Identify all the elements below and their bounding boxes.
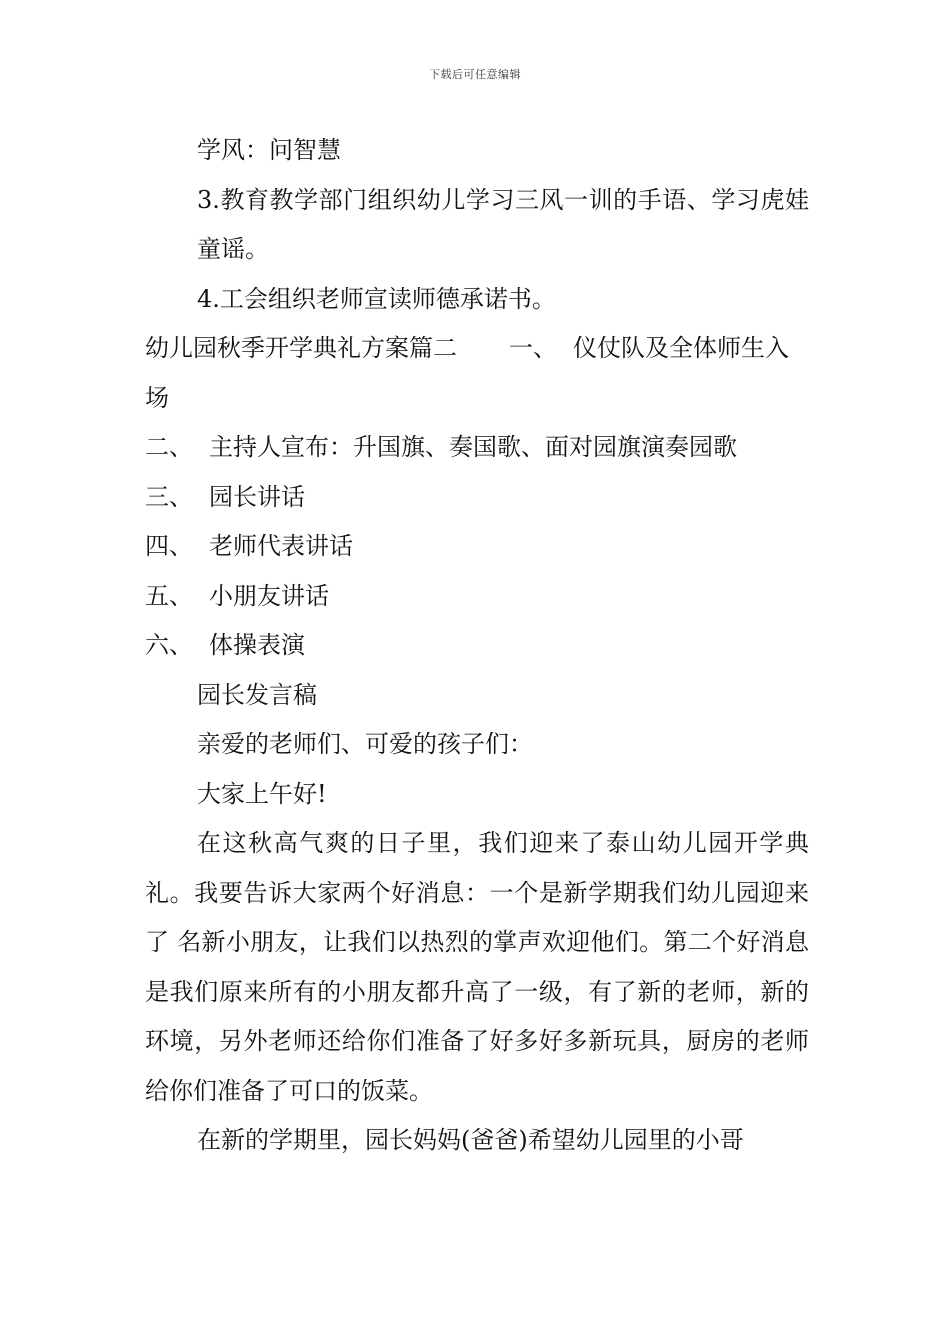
- document-body: [145, 126, 809, 1166]
- section-title: 幼儿园秋季开学典礼方案篇二: [145, 334, 457, 362]
- step-5-text: 小朋友讲话: [209, 581, 329, 610]
- speech-paragraph-1: 在这秋高气爽的日子里，我们迎来了泰山幼儿园开学典礼。我要告诉大家两个好消息：一个是新学期我们幼儿园迎来了 名新小朋友，让我们以热烈的掌声欢迎他们。第二个好消息是我们原来所有的小朋友都升高了一级，有了新的老师，新的环境，另外老师还给你们准备了好多好多新玩具，厨房的老师给你们准备了可口的饭菜。: [145, 829, 809, 1105]
- page-header-watermark: 下载后可任意编辑: [429, 68, 521, 81]
- speech-paragraph-2: 在新的学期里，园长妈妈(爸爸)希望幼儿园里的小哥: [197, 1126, 744, 1154]
- speech-title: 园长发言稿: [197, 680, 317, 709]
- hello-line: 大家上午好!: [197, 779, 327, 808]
- item-3-paragraph: [145, 176, 809, 275]
- xuefeng-line: 学风：问智慧: [197, 136, 341, 164]
- section-title-paragraph: [145, 324, 809, 423]
- greeting-line: 亲爱的老师们、可爱的孩子们：: [197, 730, 533, 758]
- item-4-paragraph: 4.工会组织老师宣读师德承诺书。: [197, 284, 556, 313]
- step-3-num: 三、: [145, 482, 193, 511]
- step-3-text: 园长讲话: [209, 482, 305, 511]
- step-1-text: 仪仗队及全体师生入场: [145, 334, 789, 412]
- step-4-text: 老师代表讲话: [209, 532, 353, 560]
- step-5-paragraph: [145, 572, 809, 622]
- step-1-num: 一、: [509, 334, 557, 362]
- step-6-paragraph: [145, 621, 809, 671]
- step-3-paragraph: [145, 473, 809, 523]
- step-6-num: 六、: [145, 631, 193, 659]
- step-6-text: 体操表演: [209, 631, 305, 659]
- step-2-text: 主持人宣布：升国旗、奏国歌、面对园旗演奏园歌: [209, 433, 737, 461]
- step-5-num: 五、: [145, 581, 193, 610]
- item-3-text: 3.教育教学部门组织幼儿学习三风一训的手语、学习虎娃童谣。: [197, 185, 809, 263]
- step-2-paragraph: [145, 423, 809, 473]
- step-4-paragraph: [145, 522, 809, 572]
- step-4-num: 四、: [145, 532, 193, 560]
- step-2-num: 二、: [145, 433, 193, 461]
